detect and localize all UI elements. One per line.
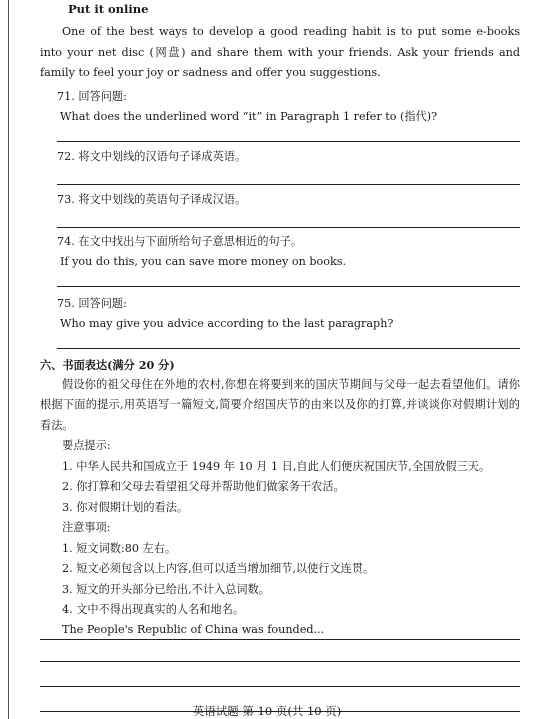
essay-start-sentence: The People's Republic of China was founded... <box>62 622 325 636</box>
question-73-label: 73. 将文中划线的英语句子译成汉语。 <box>57 192 247 206</box>
answer-line-75[interactable] <box>57 348 520 349</box>
question-71 <box>40 87 520 127</box>
answer-line-72[interactable] <box>57 184 520 185</box>
writing-section-title: 六、书面表达(满分 20 分) <box>40 357 175 372</box>
note-4: 4. 文中不得出现真实的人名和地名。 <box>62 603 245 616</box>
point-1: 1. 中华人民共和国成立于 1949 年 10 月 1 日,自此人们便庆祝国庆节,全国放假三天。 <box>62 459 491 473</box>
essay-line-3[interactable] <box>40 686 520 687</box>
question-75 <box>40 294 520 334</box>
point-3: 3. 你对假期计划的看法。 <box>62 500 189 514</box>
question-72 <box>40 147 520 167</box>
answer-line-73[interactable] <box>57 227 520 228</box>
passage-title: Put it online <box>68 2 149 16</box>
question-74 <box>40 232 520 272</box>
writing-prompt: 假设你的祖父母住在外地的农村,你想在将要到来的国庆节期间与父母一起去看望他们。请你根据下面的提示,用英语写一篇短文,简要介绍国庆节的由来以及你的打算,并谈谈你对假期计划的看法。 <box>40 377 520 432</box>
answer-line-71[interactable] <box>57 141 520 142</box>
page-footer: 英语试题 第 10 页(共 10 页) <box>192 704 342 718</box>
answer-line-74[interactable] <box>57 286 520 287</box>
note-1: 1. 短文词数:80 左右。 <box>62 541 177 555</box>
question-75-text: Who may give you advice according to the last paragraph? <box>60 316 394 330</box>
question-74-text: If you do this, you can save more money on books. <box>60 254 347 268</box>
question-74-label: 74. 在文中找出与下面所给句子意思相近的句子。 <box>57 234 303 248</box>
essay-line-1[interactable] <box>40 639 520 640</box>
question-71-label: 71. 回答问题: <box>57 89 127 103</box>
essay-line-2[interactable] <box>40 661 520 662</box>
question-75-label: 75. 回答问题: <box>57 296 127 310</box>
point-2: 2. 你打算和父母去看望祖父母并帮助他们做家务干农活。 <box>62 480 345 493</box>
passage-paragraph: One of the best ways to develop a good reading habit is to put some e-books into your net disc (网盘) and share them with your friends. Ask your friends and family to feel your joy or sadness and offer you suggestions. <box>40 25 520 79</box>
question-71-text: What does the underlined word “it” in Paragraph 1 refer to (指代)? <box>60 109 438 123</box>
notes-title: 注意事项: <box>62 521 111 534</box>
question-72-label: 72. 将文中划线的汉语句子译成英语。 <box>57 149 247 163</box>
question-73 <box>40 190 520 210</box>
note-3: 3. 短文的开头部分已给出,不计入总词数。 <box>62 582 270 596</box>
points-title: 要点提示: <box>62 439 111 452</box>
note-2: 2. 短文必须包含以上内容,但可以适当增加细节,以使行文连贯。 <box>62 562 375 575</box>
binding-margin-line <box>8 0 9 719</box>
exam-page <box>40 2 520 712</box>
